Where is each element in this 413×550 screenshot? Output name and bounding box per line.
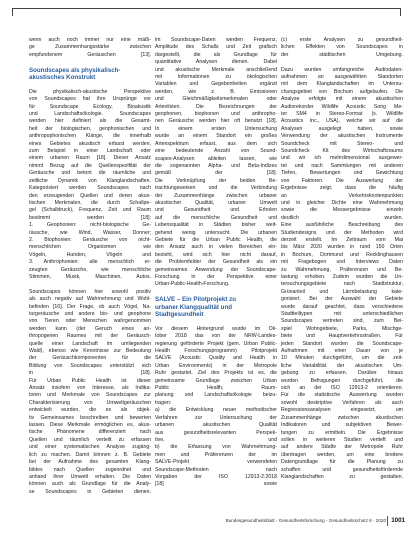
- body-text-line: Grünanteil und Lärmbelastung kate-: [281, 288, 403, 295]
- body-text-line: befinden [16]. Der Frage, ob auch Vögel, Na-: [29, 303, 151, 310]
- body-text-line: räusche, wie Wind, Wasser, Donner;: [29, 229, 151, 236]
- body-text-line: von Soundscapes hat ihre Ursprünge vor: [29, 96, 151, 103]
- body-text-line: ge Zusammenhangsstärke zwischen: [29, 44, 151, 51]
- body-text-line: tersuchungsgebiete nach Stadtstruktur,: [281, 281, 403, 288]
- text-column-1: [29, 37, 151, 496]
- body-text-line: turgeräusche und andere bio- und geophone: [29, 310, 151, 317]
- body-text-line: Vögeln, Hunden, Vögeln und: [29, 251, 151, 258]
- body-text-line: Soundcheck mit Stereo- und: [281, 140, 403, 147]
- body-text-line: einem urbanen Raum [18]. Dieser Ansatz: [29, 155, 151, 162]
- body-text-line: mit Fragebogen und Interviews Daten: [281, 259, 403, 266]
- body-text-line: deutlich wurden.: [281, 214, 403, 221]
- body-text-line: [18] sowie: [155, 481, 277, 488]
- body-text-line: Acoustics Inc., USA), welche wir auf die: [281, 118, 403, 125]
- body-text-line: Artenlisten. Die Bezeichnungen der: [155, 103, 277, 110]
- header-bracket-left: [12, 8, 13, 16]
- body-text-line: lastung erhoben. Zudem wurden die Un-: [281, 273, 403, 280]
- body-text-line: Urban Environments) in der Metropole: [155, 362, 277, 369]
- body-text-line: Artenspektrum erfasst, aus dem sich: [155, 140, 277, 147]
- section-heading-line: akustisches Konstrukt: [29, 74, 96, 82]
- body-text-line: Aufnahmen mit einer Dauer von je: [281, 348, 403, 355]
- body-text-line: mit Informationen zu ökologischen: [155, 74, 277, 81]
- body-text-line: planung und Landschaftsökologie beizu-: [155, 392, 277, 399]
- body-text-line: und in gleicher Dichte eine Wahrnehmung: [281, 199, 403, 206]
- body-text-line: Eine ausführliche Beschreibung des: [281, 222, 403, 229]
- body-text-line: liche Variabilität der akustischen Um-: [281, 362, 403, 369]
- body-text-line: lich zu machen. Damit können z. B. Gebiete: [29, 451, 151, 458]
- body-text-line: tober 2018 das von der NRW-Landes-: [155, 333, 277, 340]
- body-text-line: spiel Wohngebiete, Parks, Mischge-: [281, 325, 403, 332]
- body-text-line: Datengrundlage für die Planung zu: [281, 459, 403, 466]
- body-text-line: bis März 2020 wurden in rund 150 Orten: [281, 244, 403, 251]
- body-text-line: Stadtteiltypen mit unterschiedlichen: [281, 311, 403, 318]
- body-text-line: als auch negativ auf Wahrnehmung und Wohl-: [29, 296, 151, 303]
- body-text-line: wenn auch noch immer nur eine mäßi-: [29, 37, 151, 43]
- body-text-line: wurden Befragungen durchgeführt, die: [281, 377, 403, 384]
- body-text-line: Gebiete für die Urban Public Health, die: [155, 236, 277, 243]
- body-text-line: Vorgaben der ISO 12913-2:2018: [155, 473, 277, 480]
- body-text-line: auf die menschliche Gesundheit und: [155, 214, 277, 221]
- body-text-line: anhand ihrer Umwelt erhalten. Die Daten: [29, 473, 151, 480]
- body-text-line: Tiefen, Bewertungen und Gewichtung: [281, 170, 403, 177]
- paragraph-gap: [155, 289, 277, 296]
- section-heading-line: SALVE – Ein Pilotprojekt zu: [155, 296, 237, 304]
- body-text-line: in Bochum, Dortmund und Recklinghausen: [281, 251, 403, 258]
- body-text-line: 2. Biophonien: Geräusche von nicht-: [29, 236, 151, 243]
- body-text-line: tischen Merkmalen, die durch Schallpe-: [29, 199, 151, 206]
- body-text-line: Die Verknüpfung der beiden Be-: [155, 177, 277, 184]
- body-text-line: und einer systematischen Analyse zugäng-: [29, 444, 151, 451]
- body-text-line: zu Wahrnehmung, Präferenzen und Be-: [281, 266, 403, 273]
- body-text-line: gemeinsames Anwendung der Soundscape-: [155, 266, 277, 273]
- body-text-line: in [18].: [29, 370, 151, 377]
- body-text-line: an Verkehrsknotenpunkten: [281, 192, 403, 199]
- body-text-line: die Problemfelder der Gesundheit als ein: [155, 259, 277, 266]
- body-text-line: Soundscapes vertreten sind, zum Bei-: [281, 318, 403, 325]
- paragraph-gap: [281, 59, 403, 66]
- body-text-line: Urban-Public-Health-Forschung.: [155, 281, 230, 288]
- body-text-line: Analyse erfolgte mit einem akustischen: [281, 96, 403, 103]
- body-text-line: Amplitude des Schalls und Zeit grafisch: [155, 44, 277, 51]
- body-text-line: 1. Geophonien: nicht-biologische Ge-: [29, 222, 151, 229]
- body-text-line: Public Health, Raum-: [155, 385, 277, 392]
- body-text-line: gemäß der [18].: [155, 170, 277, 177]
- body-text-line: werden hier definiert als die Gesamt-: [29, 118, 151, 125]
- body-text-line: Vor diesem Hintergrund wurde im Ok-: [155, 325, 277, 332]
- body-text-line: chungsgebiet von Bochum aufgelaufen. Die: [281, 88, 403, 95]
- section-heading-line: Soundscapes als physikalisch-: [29, 66, 121, 74]
- body-text-line: jeden Standort wurden die Soundscape-: [281, 340, 403, 347]
- body-text-line: b) die Erfassung von Wahrnehmung-: [155, 444, 277, 451]
- body-text-line: gehend wenig untersucht. Die urbanen: [155, 229, 277, 236]
- body-text-line: gebung zu erfassen. Darüber hinaus: [281, 370, 403, 377]
- body-text-line: mit dem Klanglandschaften im Untersu-: [281, 81, 403, 88]
- body-text-line: Für Urban Public Health ist dieser: [29, 377, 151, 384]
- body-text-line: toren und Merkmale von Soundscapes zur: [29, 392, 151, 399]
- body-text-line: und Landschaftsökologie. Soundscapes: [29, 111, 151, 118]
- body-text-line: 3. Anthrophonien: alle menschlich er-: [29, 259, 151, 266]
- body-text-line: der städtischen Umgebung.: [281, 51, 403, 58]
- body-text-line: sollen in weiteren Studien vertieft und: [281, 436, 403, 443]
- body-text-line: tet und nach Sammlungen mit anderen: [281, 162, 403, 169]
- body-text-line: Für die statistische Auswertung wurden: [281, 392, 403, 399]
- body-text-line: bestimmt werden [18]:: [29, 214, 151, 221]
- body-text-line: menschlichen Organismen wie: [29, 244, 151, 251]
- header-bracket-right: [400, 8, 401, 16]
- body-text-line: der Zusammenhänge zwischen urbaner: [155, 192, 277, 199]
- body-text-line: für Soundscape Ecology, Bioakustik: [29, 103, 151, 110]
- body-text-line: regierung geförderte Projekt (gem. Urban Public-: [155, 340, 277, 347]
- text-column-2: [155, 37, 277, 489]
- body-text-line: biete und Hauptverkehrsstraßen. Für: [281, 333, 403, 340]
- body-text-line: akustischer Qualität, urbaner Umwelt: [155, 199, 277, 206]
- body-text-line: dargestellt, die als Grundlage für: [155, 51, 277, 58]
- body-text-line: aufnahmen an ausgewählten Standorten: [281, 74, 403, 81]
- body-text-line: ter SM4 in Stereo-Format (s. Wildlife: [281, 111, 403, 118]
- body-text-line: empfundenem Geräuschen [13].: [29, 51, 151, 58]
- body-text-line: von Tieren oder Menschen wahrgenommen: [29, 318, 151, 325]
- body-text-line: werden kann (der Geruch eines an-: [29, 325, 151, 332]
- body-text-line: geophonen, biophonen und anthropho-: [155, 111, 277, 118]
- body-text-line: auf andere Städte der Metropole Ruhr: [281, 444, 403, 451]
- body-text-line: und Gesundheit und Erholen: [155, 207, 277, 214]
- paragraph-gap: [29, 281, 151, 288]
- body-text-line: Indikatoren und subjektiven Bewer-: [281, 422, 403, 429]
- body-text-line: Analysen ausgelegt haben, sowie: [281, 125, 403, 132]
- body-text-line: Health Forschungsprogramm) Pilotprojekt: [155, 348, 277, 355]
- body-text-line: sowie die Messergebnisse einzeln: [281, 207, 403, 214]
- body-text-line: SALVE-Projekt verwendeten: [155, 459, 277, 466]
- body-text-line: tive, und: [155, 436, 277, 443]
- body-text-line: scapes-Analysen ableiten lassen, wie: [155, 155, 277, 162]
- body-text-line: Bildung von Soundscapes unterstützt sich: [29, 362, 151, 369]
- body-text-line: Wald), ebenso wie Kenntnisse zur Bedeutung: [29, 348, 151, 355]
- body-text-line: lichen Effekten von Soundscapes in: [281, 44, 403, 51]
- body-text-line: tiv Gemeinsames beschreiben und bewerten: [29, 414, 151, 421]
- body-text-line: übertragen werden, um eine breitere: [281, 451, 403, 458]
- body-text-line: Quellen und räumlich verteilt zu erfassen: [29, 436, 151, 443]
- body-text-line: Ansatz insofern von Interesse, als Indika-: [29, 385, 151, 392]
- body-text-line: (c) erste Analysen zu gesundheit-: [281, 37, 403, 43]
- body-text-line: lassen. Diese Merkmale ermöglichen es, akus-: [29, 422, 151, 429]
- body-text-line: und akustische Merkmale anschließend: [155, 66, 277, 73]
- body-text-line: 10 Minuten durchgeführt, um die zeit-: [281, 355, 403, 362]
- body-text-line: In einem ersten Untersuchung: [155, 125, 277, 132]
- body-text-line: nimmt Bezug auf die Quellenspezifität der: [29, 162, 151, 169]
- paragraph-gap: [29, 81, 151, 88]
- paragraph-gap: [29, 59, 151, 66]
- body-text-line: tische Phänomene differenziert nach: [29, 429, 151, 436]
- body-text-line: Regressionsanalysen eingesetzt, um: [281, 407, 403, 414]
- body-text-line: urbanen akustischen Qualität: [155, 422, 277, 429]
- body-text-line: eines Gebietes akustisch erfasst werden,: [29, 140, 151, 147]
- body-text-line: von Faktoren. Die Auswertung der: [281, 177, 403, 184]
- body-text-line: bei der Aufnahme des gesamten Klang-: [29, 459, 151, 466]
- body-text-line: quelle einer Landschaft im umliegenden: [29, 340, 151, 347]
- body-text-line: schaffen und gesundheitsfördernde: [281, 466, 403, 473]
- body-text-line: Variablen und Gegebenheiten ergänzt: [155, 81, 277, 88]
- text-column-3: [281, 37, 403, 481]
- body-text-line: den erzeugenden Quellen und deren akus-: [29, 192, 151, 199]
- body-text-line: wurde darauf geachtet, dass verschiedene: [281, 303, 403, 310]
- body-text-line: thropogenen Raumes mit der Geräusch-: [29, 333, 151, 340]
- body-text-line: Ruhr gestartet. Ziel des Projekts ist es, die: [155, 370, 277, 377]
- body-text-line: gorisiert. Bei der Auswahl der Gebiete: [281, 296, 403, 303]
- body-text-line: werden, wie z. B. Emissionen: [155, 88, 277, 95]
- body-text-line: Soundscapes können hier sowohl positiv: [29, 288, 151, 295]
- body-text-line: quantitative Analysen dienen. Dabei: [155, 59, 277, 66]
- body-text-line: gel (Schalldruck), Frequenz, Zeit und Raum: [29, 207, 151, 214]
- body-text-line: se Soundscapes in Gebieten dienen.: [29, 488, 151, 495]
- body-text-line: Stimmen, Musik, Maschinen, Autos.: [29, 273, 151, 280]
- body-text-line: und wir ich mehrdimensional ausgewer-: [281, 155, 403, 162]
- body-text-line: a) die Entwicklung neuer methodischer: [155, 407, 277, 414]
- footer-separator: [387, 516, 388, 526]
- body-text-line: Soundscape-Methoden nach: [155, 466, 277, 473]
- body-text-line: Zusammenhänge zwischen akustischen: [281, 414, 403, 421]
- body-text-line: Verwendung der akustischen Instrumente: [281, 133, 403, 140]
- page-footer: [155, 517, 405, 527]
- body-text-line: im Soundscape-Daten werden Frequenz,: [155, 37, 277, 43]
- body-text-line: trachtungsweisen und die Verbindung: [155, 185, 277, 192]
- body-text-line: Geräusche und betont die räumliche und: [29, 170, 151, 177]
- body-text-line: derzeit erstellt. Im Zeitraum vom Mai: [281, 236, 403, 243]
- body-text-line: und Gleichmäßigkeitsmerkmalen oder: [155, 96, 277, 103]
- body-text-line: Kategorisiert werden Soundscapes nach: [29, 185, 151, 192]
- body-text-line: sowohl deskriptive Verfahren als auch: [281, 399, 403, 406]
- body-text-line: wurde an einem Standort ein großes: [155, 133, 277, 140]
- body-text-line: der Geräuschkomponenten für die: [29, 355, 151, 362]
- body-text-line: die sogenannten Alpha- und Beta-Indizes: [155, 162, 277, 169]
- body-text-line: zeugten Geräusche, wie menschliche: [29, 266, 151, 273]
- body-text-line: gemeinsame Grundlage zwischen Urban: [155, 377, 277, 384]
- body-text-line: Lebensqualität in Städten bisher weit-: [155, 222, 277, 229]
- body-text-line: zum Beispiel in einer Landschaft oder: [29, 148, 151, 155]
- header-rule: [12, 8, 400, 9]
- body-text-line: heit der biologischen, geophonischen und: [29, 125, 151, 132]
- body-text-line: aus gesundheitsrelevanten Perspek-: [155, 429, 277, 436]
- body-text-line: tungen zu ermitteln. Die Ergebnisse: [281, 429, 403, 436]
- body-text-line: Die physikalisch-akustische Perspektive: [29, 88, 151, 95]
- body-text-line: Dazu wurden umfangreiche Audiodaten-: [281, 66, 403, 73]
- body-text-line: den Ansatz auch in vielen Bereichen ein-: [155, 244, 277, 251]
- body-text-line: Soundcheck Kit des Wirtschaftsraums: [281, 148, 403, 155]
- body-text-line: men und Präferenzen der im: [155, 451, 277, 458]
- section-heading-line: Stadtgesundheit: [155, 311, 204, 319]
- body-text-line: Ergebnisse zeigt, dass die häufig: [281, 185, 403, 192]
- body-text-line: SALVE (Acoustic Quality and Health in: [155, 355, 277, 362]
- body-text-line: Klanglandschaften zu gestalten.: [281, 473, 403, 480]
- body-text-line: Charakterisierung von Umweltgeräuschen: [29, 399, 151, 406]
- body-text-line: zeitliche Dynamik von Klanglandschaften.: [29, 177, 151, 184]
- body-text-line: Forschung in der Perspektive einer: [155, 274, 277, 280]
- body-text-line: entwickelt wurden, die es als objek-: [29, 407, 151, 414]
- footer-journal-text: Bundesgesundheitsblatt - Gesundheitsforschung - Gesundheitsschutz 8 · 2020: [225, 518, 386, 523]
- body-text-line: Studiendesigns und der Methoden wird: [281, 229, 403, 236]
- body-text-line: sich an der ISO 12913-2 orientieren.: [281, 385, 403, 392]
- body-text-line: anthropophonischen Klänge, die innerhalb: [29, 133, 151, 140]
- body-text-line: können auch als Grundlage für die Analy-: [29, 481, 151, 488]
- body-text-line: Verfahren zur Untersuchung der: [155, 414, 277, 421]
- page-number: 1001: [391, 517, 405, 524]
- body-text-line: bezieht, wird sich hier nicht darauf,: [155, 251, 277, 258]
- body-text-line: Audiorekorder Wildlife Acoustic Song Me-: [281, 103, 403, 110]
- body-text-line: eine bedeutende Anzahl von Sound-: [155, 148, 277, 155]
- section-heading-line: urbaner Klangqualität und: [155, 303, 233, 311]
- body-text-line: bildes nach Quellen zugeordnet und: [29, 466, 151, 473]
- paragraph-gap: [155, 318, 277, 325]
- body-text-line: tragen:: [155, 399, 172, 406]
- body-text-line: nen Geräusche werden hier oft benutzt [18].: [155, 118, 277, 125]
